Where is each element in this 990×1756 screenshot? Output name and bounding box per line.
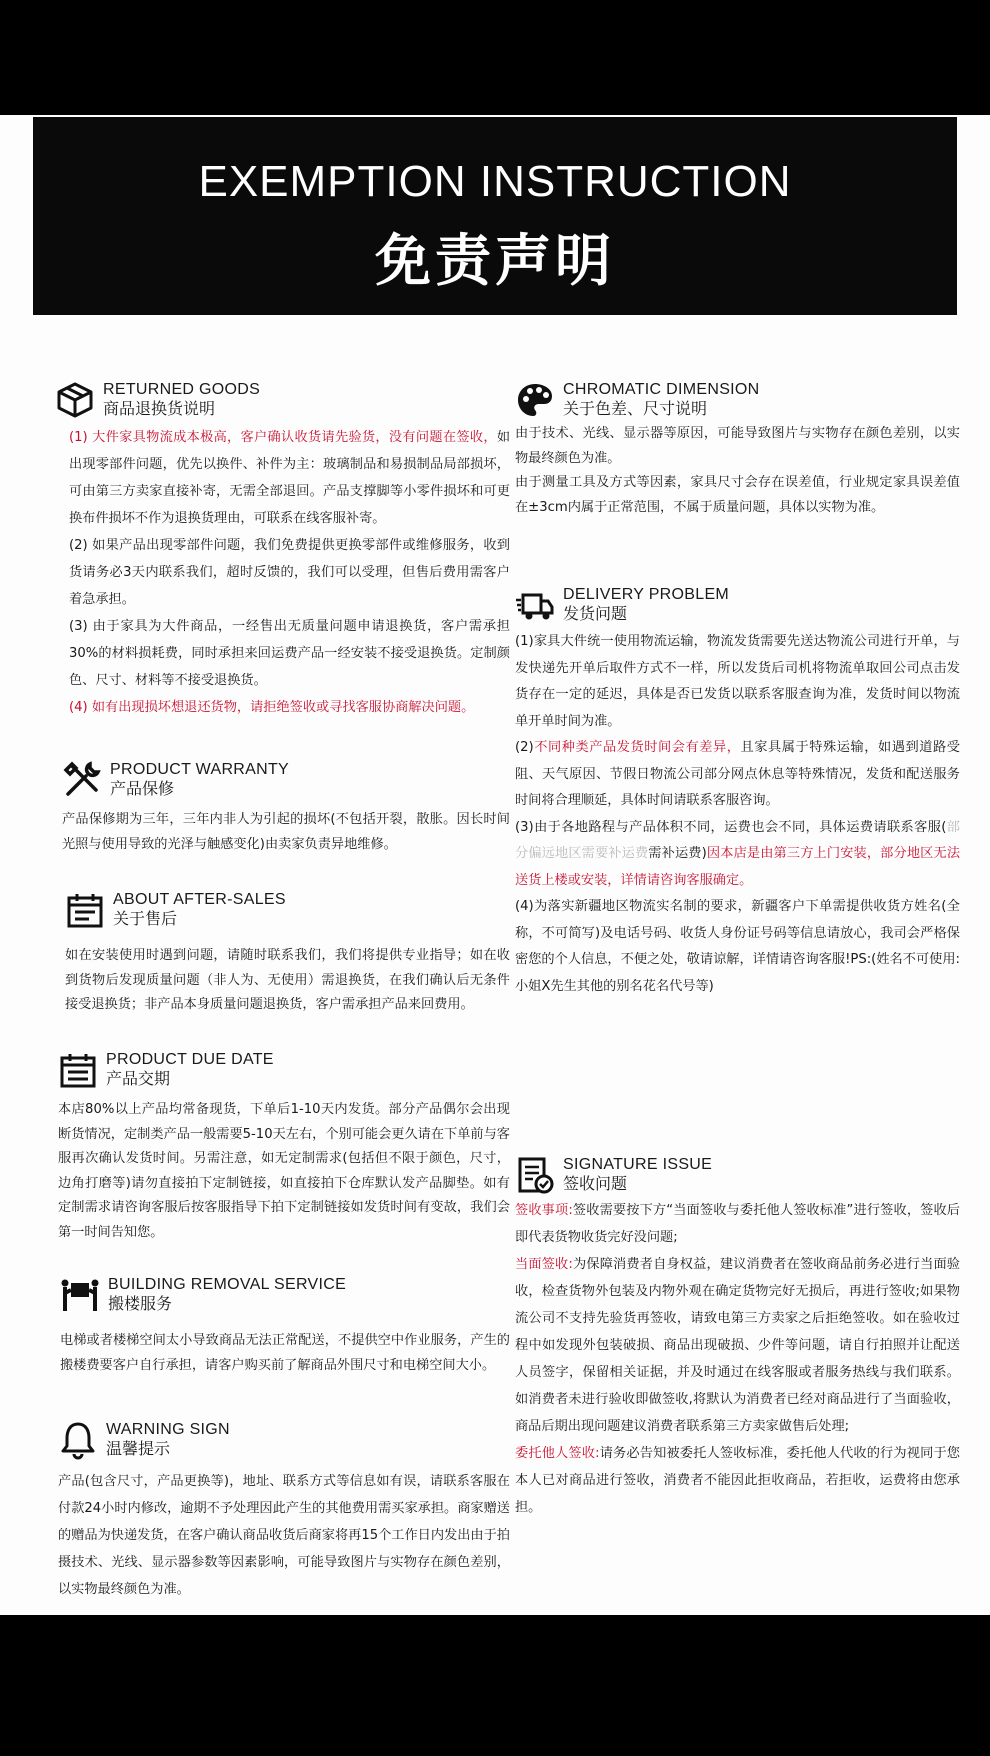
title-chinese: 免责声明 [375, 229, 615, 294]
signature-p3-label: 委托他人签收: [515, 1446, 600, 1461]
delivery-p4: (4)为落实新疆地区物流实名制的要求，新疆客户下单需提供收货方姓名(全称，不可简写)及电话号码、收货人身份证号码等信息请放心，我司会严格保密您的个人信息，不便之处，敬请谅解，详情请咨询客服!PS:(姓名不可使用:小姐X先生其他的别名花名代号等) [515, 899, 960, 994]
instruction-sheet [0, 115, 990, 1615]
section-title-en: PRODUCT WARRANTY [110, 761, 290, 778]
title-banner [33, 117, 957, 315]
document-check-icon [515, 1155, 555, 1195]
returned-goods-p1-highlight: (1) 大件家具物流成本极高，客户确认收货请先验货，没有问题在签收， [69, 430, 497, 445]
chromatic-p2: 由于测量工具及方式等因素，家具尺寸会存在误差值，行业规定家具误差值在±3cm内属于正常范围，不属于质量问题，具体以实物为准。 [515, 475, 960, 515]
section-building-removal [60, 1275, 510, 1378]
palette-icon [515, 380, 555, 420]
section-product-warranty [62, 760, 510, 857]
section-returned-goods [55, 380, 510, 721]
section-signature-issue [515, 1155, 960, 1521]
section-title-en: DELIVERY PROBLEM [563, 586, 730, 603]
section-title-zh: 温馨提示 [106, 1439, 171, 1458]
section-title-en: RETURNED GOODS [103, 381, 261, 398]
section-warning-sign [58, 1420, 510, 1603]
chromatic-text [515, 422, 960, 520]
signature-p2-label: 当面签收: [515, 1257, 573, 1272]
returned-goods-p3: (3) 由于家具为大件商品，一经售出无质量问题申请退换货，客户需承担30%的材料损耗费，同时承担来回运费产品一经安装不接受退换货。定制颜色、尺寸、材料等不接受退换货。 [69, 619, 510, 688]
package-icon [55, 380, 95, 420]
signature-p3: 请务必告知被委托人签收标准，委托他人代收的行为视同于您本人已对商品进行签收，消费者不能因此拒收商品，若拒收，运费将由您承担。 [515, 1446, 960, 1515]
returned-goods-p4: (4) 如有出现损坏想退还货物，请拒绝签收或寻找客服协商解决问题。 [69, 700, 475, 715]
signature-text [515, 1197, 960, 1521]
section-title-en: WARNING SIGN [106, 1421, 230, 1438]
section-title-zh: 搬楼服务 [108, 1294, 173, 1313]
schedule-icon [58, 1050, 98, 1090]
delivery-p3-watermark: 部分偏远地区需要补运费 [515, 819, 960, 861]
calendar-icon [65, 890, 105, 930]
section-product-due-date [58, 1050, 510, 1245]
delivery-p3-b: 需补运费) [648, 846, 707, 861]
delivery-p2-prefix: (2) [515, 740, 534, 755]
section-title-en: BUILDING REMOVAL SERVICE [108, 1276, 347, 1293]
signature-p2: 为保障消费者自身权益，建议消费者在签收商品前务必进行当面验收，检查货物外包装及内物外观在确定货物完好无损后，再进行签收;如果物流公司不支持先验货再签收，请致电第三方卖家之后拒绝签收。如在验收过程中如发现外包装破损、商品出现破损、少件等问题，请自行拍照并让配送人员签字，保留相关证据，并及时通过在线客服或者服务热线与我们联系。如消费者未进行验收即做签收,将默认为消费者已经对商品进行了当面验收，商品后期出现问题建议消费者联系第三方卖家做售后处理; [515, 1257, 960, 1434]
section-title-en: PRODUCT DUE DATE [106, 1051, 274, 1068]
delivery-p2-highlight: 不同种类产品发货时间会有差异， [533, 740, 741, 755]
returned-goods-text [55, 424, 510, 721]
section-title-zh: 关于售后 [113, 909, 178, 928]
section-delivery-problem [515, 585, 960, 1000]
delivery-p3: (3)由于各地路程与产品体积不同，运费也会不同，具体运费请联系客服( [515, 819, 947, 835]
section-title-en: ABOUT AFTER-SALES [113, 891, 286, 908]
section-title-zh: 产品交期 [106, 1069, 171, 1088]
delivery-p2: 且家具属于特殊运输，如遇到道路受阻、天气原因、节假日物流公司部分网点休息等特殊情况，发货和配送服务时间将合理顺延，具体时间请联系客服咨询。 [515, 740, 960, 808]
section-title-en: CHROMATIC DIMENSION [563, 381, 760, 398]
movers-icon [60, 1275, 100, 1315]
delivery-text [515, 629, 960, 1000]
truck-icon [515, 585, 555, 625]
warning-text: 产品(包含尺寸，产品更换等)，地址、联系方式等信息如有误，请联系客服在付款24小时内修改，逾期不予处理因此产生的其他费用需买家承担。商家赠送的赠品为快递发货，在客户确认商品收货后商家将再15个工作日内发出由于拍摄技术、光线、显示器参数等因素影响，可能导致图片与实物存在颜色差别，以实物最终颜色为准。 [58, 1474, 510, 1597]
chromatic-p1: 由于技术、光线、显示器等原因，可能导致图片与实物存在颜色差别，以实物最终颜色为准。 [515, 426, 960, 466]
section-title-zh: 发货问题 [563, 604, 628, 623]
title-english: EXEMPTION INSTRUCTION [198, 157, 792, 206]
delivery-p1: (1)家具大件统一使用物流运输，物流发货需要先送达物流公司进行开单，与发快递先开单后取件方式不一样，所以发货后司机将物流单取回公司点击发货存在一定的延迟，具体是否已发货以联系客服查询为准，发货时间以物流单开单时间为准。 [515, 634, 960, 729]
bell-icon [58, 1420, 98, 1460]
section-title-zh: 产品保修 [110, 779, 175, 798]
returned-goods-p1: 如出现零部件问题，优先以换件、补件为主：玻璃制品和易损制品局部损坏，可由第三方卖家直接补寄，无需全部退回。产品支撑脚等小零件损坏和可更换布件损坏不作为退换货理由，可联系在线客服补寄。 [69, 430, 510, 526]
signature-p1: 签收需要按下方“当面签收与委托他人签收标准”进行签收，签收后即代表货物收货完好没问题; [515, 1203, 960, 1245]
delivery-p3-highlight: 因本店是由第三方上门安装，部分地区无法送货上楼或安装，详情请咨询客服确定。 [515, 846, 961, 888]
building-removal-text: 电梯或者楼梯空间太小导致商品无法正常配送，不提供空中作业服务，产生的搬楼费要客户自行承担，请客户购买前了解商品外围尺寸和电梯空间大小。 [60, 1333, 510, 1373]
returned-goods-p2: (2) 如果产品出现零部件问题，我们免费提供更换零部件或维修服务，收到货请务必3天内联系我们，超时反馈的，我们可以受理，但售后费用需客户着急承担。 [69, 538, 510, 607]
tools-icon [62, 760, 102, 800]
section-after-sales [65, 890, 510, 1018]
section-title-en: SIGNATURE ISSUE [563, 1156, 713, 1173]
section-title-zh: 关于色差、尺寸说明 [563, 399, 708, 418]
after-sales-text: 如在安装使用时遇到问题，请随时联系我们，我们将提供专业指导；如在收到货物后发现质量问题（非人为、无使用）需退换货，在我们确认后无条件接受退换货；非产品本身质量问题退换货，客户需承担产品来回费用。 [65, 948, 510, 1012]
section-title-zh: 商品退换货说明 [103, 399, 216, 418]
signature-p1-label: 签收事项: [515, 1203, 573, 1218]
section-title-zh: 签收问题 [563, 1174, 628, 1193]
section-chromatic-dimension [515, 380, 960, 520]
due-date-text: 本店80%以上产品均常备现货，下单后1-10天内发货。部分产品偶尔会出现断货情况，定制类产品一般需要5-10天左右，个别可能会更久请在下单前与客服再次确认发货时间。另需注意，如无定制需求(包括但不限于颜色，尺寸，边角打磨等)请勿直接拍下定制链接，如直接拍下仓库默认发产品脚垫。如有定制需求请咨询客服后按客服指导下拍下定制链接如发货时间有变故，我们会第一时间告知您。 [58, 1102, 510, 1240]
warranty-text: 产品保修期为三年，三年内非人为引起的损坏(不包括开裂，散胀。因长时间光照与使用导致的光泽与触感变化)由卖家负责异地维修。 [62, 812, 510, 852]
